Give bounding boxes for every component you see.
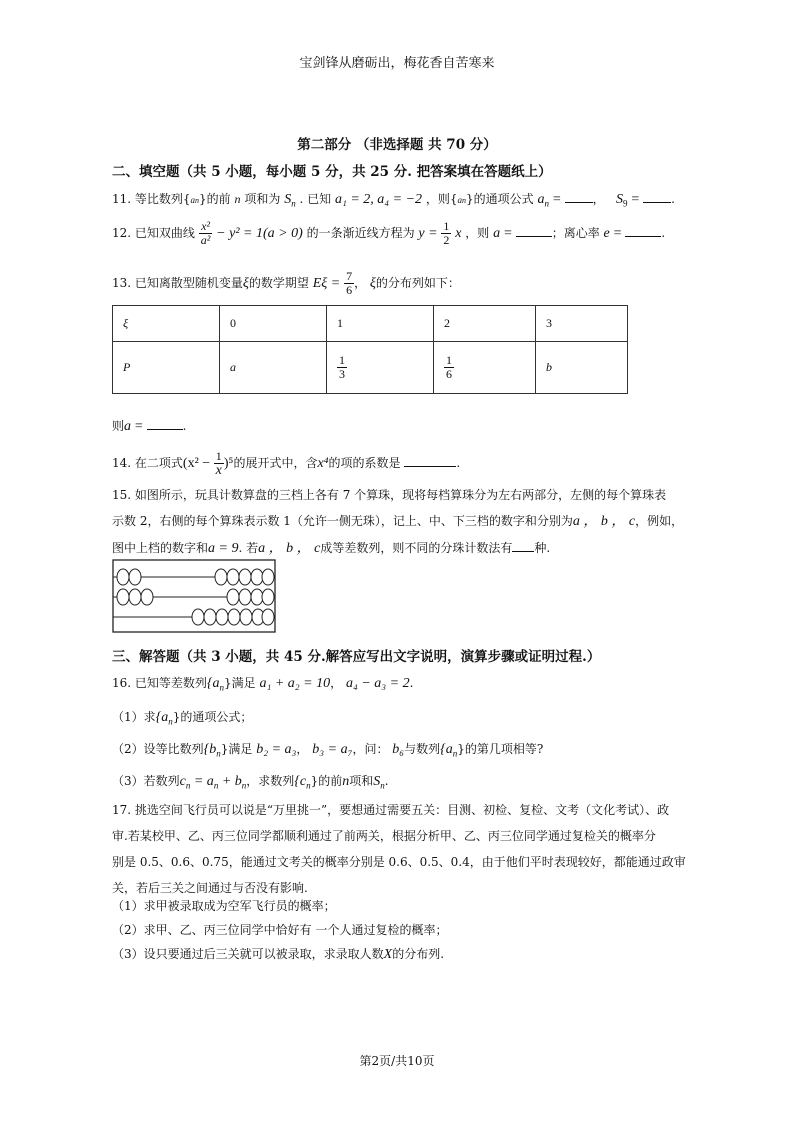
answer-blank-12b[interactable] xyxy=(625,224,661,237)
abacus-bead xyxy=(129,569,141,585)
section-fill-in-title: 二、填空题（共 5 小题，每小题 5 分，共 25 分. 把答案填在答题纸上） xyxy=(112,164,552,180)
question-17-part-2: （2）求甲、乙、丙三位同学中恰好有 一个人通过复检的概率； xyxy=(112,923,448,937)
abacus-bead xyxy=(117,589,129,605)
header-motto: 宝剑锋从磨砺出，梅花香自苦寒来 xyxy=(299,56,495,71)
part-two-title: 第二部分 （非选择题 共 70 分） xyxy=(297,137,497,153)
abacus-bead xyxy=(262,609,274,625)
question-16: 16. 已知等差数列$\{a_n\}$满足 a₁ + a₂ = 10， a₄ − a₃ = 2. xyxy=(112,676,414,693)
question-16-part-2: （2）设等比数列$\{b_n\}$满足 b₂ = a₃， b₃ = a₇，问： b₆与数列$\{a_n\}$的第几项相等? xyxy=(112,742,544,759)
answer-blank-11b[interactable] xyxy=(643,190,671,203)
abacus-bead xyxy=(129,589,141,605)
prob-fraction-1: $\frac{1}{3}$ xyxy=(339,353,345,381)
answer-blank-11a[interactable] xyxy=(565,190,593,203)
hyperbola-fraction: $\frac{\text{x²}}{\text{a²}}$ xyxy=(200,219,211,247)
abacus-bead xyxy=(227,589,239,605)
abacus-bead xyxy=(216,609,228,625)
question-13: 13. 已知离散型随机变量ξ的数学期望 Eξ = $\frac{7}{6}$ ， ξ的分布列如下： xyxy=(112,269,460,297)
abacus-bead xyxy=(251,589,263,605)
page-number: 第2页/共10页 xyxy=(359,1054,435,1068)
distribution-table xyxy=(112,305,628,394)
abacus-bead xyxy=(192,609,204,625)
question-15: 15. 如图所示，玩具计数算盘的三档上各有 7 个算珠，现将每档算珠分为左右两部分，左侧的每个算珠表 示数 2，右侧的每个算珠表示数 1（允许一侧无珠），记上、中、下三档的数字和分别为a ， b ， c，例如， 图中上档的数字和a = 9. 若a ， b ， c成等差数列，则不同的分珠计数法有 种. xyxy=(112,488,684,556)
table-row: ξ 0 1 2 3 xyxy=(113,306,628,342)
abacus-bead xyxy=(227,569,239,585)
abacus-bead xyxy=(239,589,251,605)
question-13-answer: 则a = . xyxy=(112,419,187,434)
abacus-bead xyxy=(141,589,153,605)
abacus-bead xyxy=(215,569,227,585)
answer-blank-14[interactable] xyxy=(404,454,456,467)
answer-blank-15[interactable] xyxy=(512,539,534,552)
abacus-bead xyxy=(117,569,129,585)
question-11: 11. 等比数列{an}的前 n 项和为 $S_n$ . 已知 a₁ = 2, a₄ = −2 ，则{an}的通项公式 $a_n$ = ， $S_9$ = . xyxy=(112,192,675,209)
answer-blank-12a[interactable] xyxy=(516,224,552,237)
abacus-bead xyxy=(239,569,251,585)
table-row: P a $\frac{1}{3}$ $\frac{1}{6}$ b xyxy=(113,342,628,394)
section-solve-title: 三、解答题（共 3 小题，共 45 分.解答应写出文字说明，演算步骤或证明过程.） xyxy=(112,649,601,665)
question-17-part-1: （1）求甲被录取成为空军飞行员的概率； xyxy=(112,899,336,913)
question-12: 12. 已知双曲线 $\frac{\text{x²}}{\text{a²}}$ − y² = 1(a > 0) 的一条渐近线方程为 y = $\frac{1}{2}$ x ，则 a = ；离心率 e = . xyxy=(112,219,666,247)
abacus-bead xyxy=(262,589,274,605)
question-14: 14. 在二项式(x² − $\frac{1}{x}$ )⁵的展开式中，含x⁴的项的系数是 . xyxy=(112,449,461,478)
binomial-fraction: $\frac{1}{x}$ xyxy=(215,449,222,478)
question-16-part-1: （1）求$\{a_n\}$的通项公式； xyxy=(112,710,253,727)
abacus-figure xyxy=(112,559,277,634)
abacus-bead xyxy=(204,609,216,625)
abacus-bead xyxy=(262,569,274,585)
question-17: 17. 挑选空间飞行员可以说是“万里挑一”，要想通过需要五关：目测、初检、复检、文考（文化考试）、政 审.若某校甲、乙、丙三位同学都顺利通过了前两关，根据分析甲、乙、丙三位同学通过复检关的概率分 别是 0.5、0.6、0.75，能通过文考关的概率分别是 0.6、0.5、0.4，由于他们平时表现较好，都能通过政审 关，若后三关之间通过与否没有影响. xyxy=(112,803,686,895)
half-fraction: $\frac{1}{2}$ xyxy=(443,219,450,247)
expectation-fraction: $\frac{7}{6}$ xyxy=(346,269,353,297)
abacus-bead xyxy=(228,609,240,625)
abacus-bead xyxy=(240,609,252,625)
abacus-bead xyxy=(251,569,263,585)
question-17-part-3: （3）设只要通过后三关就可以被录取，求录取人数X的分布列. xyxy=(112,947,445,962)
prob-fraction-2: $\frac{1}{6}$ xyxy=(446,353,452,381)
question-16-part-3: （3）若数列$c_n = a_n + b_n$，求数列$\{c_n\}$的前n项和$S_n$. xyxy=(112,774,389,791)
answer-blank-13[interactable] xyxy=(147,417,183,430)
